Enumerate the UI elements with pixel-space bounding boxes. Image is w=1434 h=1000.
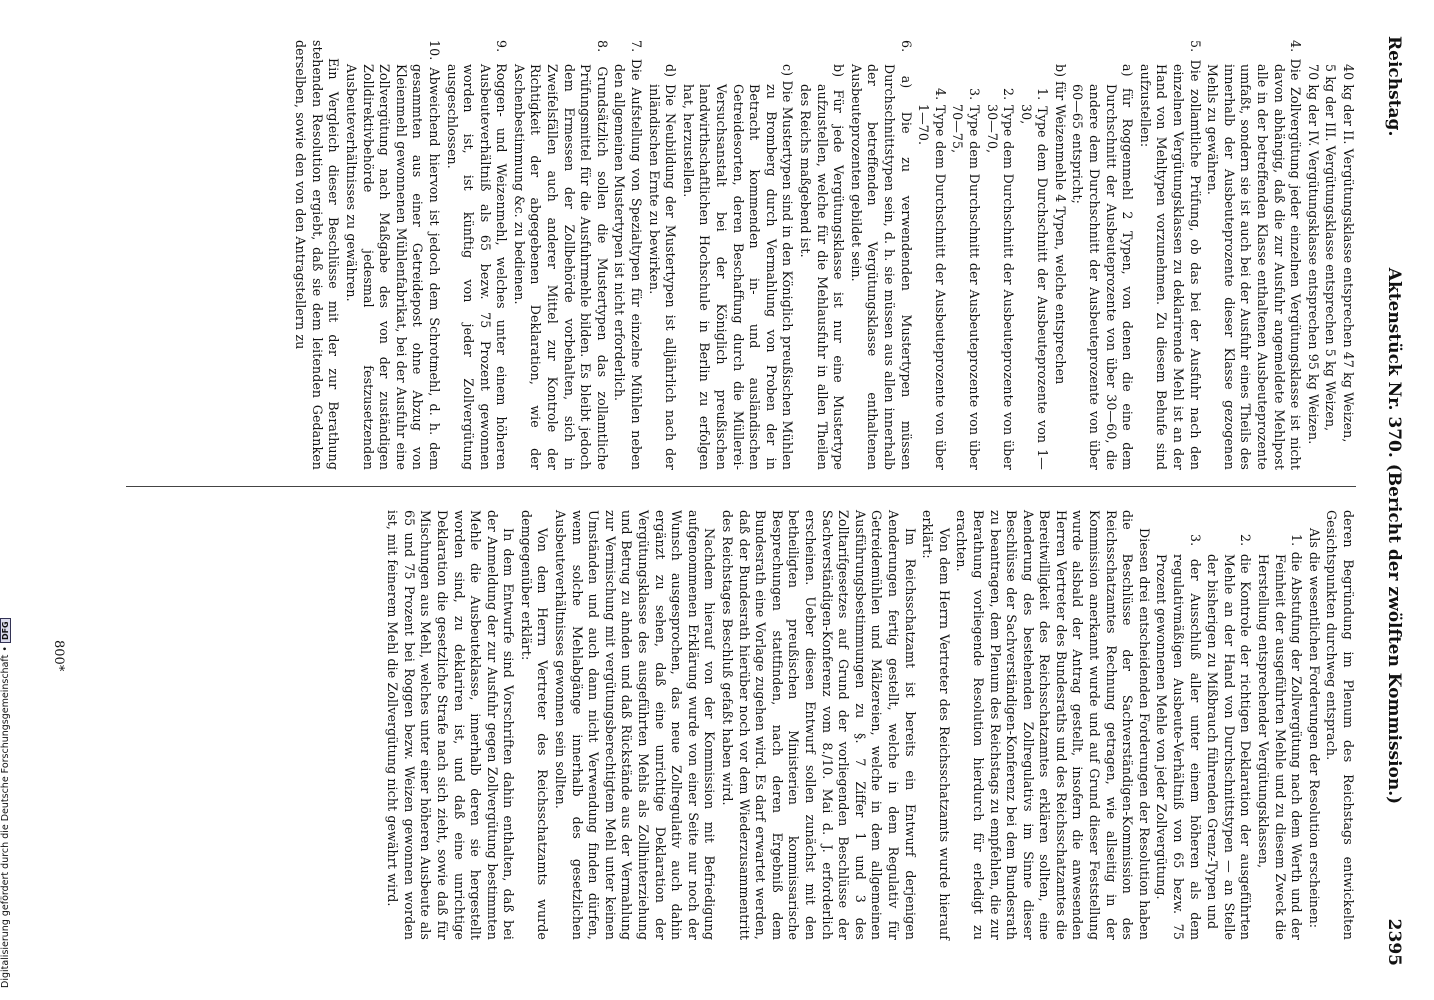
list-item: 3. der Ausschluß aller unter einem höheren als dem regulativmäßigen Ausbeute-Verhältniß von 65 bezw. 75 Prozent gewonnenen Mehle von jeder Zollvergütung. <box>1154 534 1203 940</box>
header-left: Reichstag. <box>1384 36 1404 137</box>
list-item: d) Die Neubildung der Mustertypen ist alljährlich nach der inländischen Ernte zu bewirken. <box>646 64 679 470</box>
paragraph: 70 kg der IV. Vergütungsklasse entsprechen 95 kg Weizen. <box>1305 64 1321 445</box>
list-item: 9. Roggen- und Weizenmehl, welches unter einem höheren Ausbeuteverhältniß als 65 bezw. 75 Prozent gewonnen worden ist, ist künftig von jeder Zollvergütung ausgeschlossen. <box>444 40 510 470</box>
list-item: 4. Die Zollvergütung jeder einzelnen Vergütungsklasse ist nicht davon abhängig, daß die zur Ausfuhr angemeldete Mehlpost alle in der betreffenden Klasse enthaltenen Ausbeuteprozente umfaßt, sondern sie ist auch bei der Ausfuhr eines Theils des innerhalb der Ausbeuteprozente dieser Klasse gezogenen Mehls zu gewähren. <box>1205 40 1304 470</box>
list-item: 1. die Abstufung der Zollvergütung nach dem Werth und der Feinheit der ausgeführten Mehle und zu diesem Zweck die Herstellung entsprechender Vergütungsklassen, <box>1256 534 1305 940</box>
list-item: 3. Type dem Durchschnitt der Ausbeuteprozente von über 70—75, <box>950 88 982 470</box>
left-column <box>291 40 1356 470</box>
paragraph: 5 kg der III. Vergütungsklasse entsprechen 5 kg Weizen, <box>1323 64 1339 432</box>
paragraph: deren Begründung im Plenum des Reichstags entwickelten Gesichtspunkten durchweg entsprach. <box>1324 510 1356 940</box>
sheet-signature: 800* <box>51 640 66 672</box>
paragraph: Ein Vergleich dieser Beschlüsse mit der zur Berathung stehenden Resolution ergiebt, daß sie dem leitenden Gedanken derselben, sowie den von den Antragstellern zu <box>293 40 342 470</box>
list-item: 7. Die Aufstellung von Spezialtypen für einzelne Mühlen neben den allgemeinen Mustertypen ist nicht erforderlich. <box>612 40 645 470</box>
right-column <box>383 510 1356 940</box>
list-item: 2. Type dem Durchschnitt der Ausbeuteprozente von über 30—70, <box>984 88 1017 470</box>
list-item: 8. Grundsätzlich sollen die Mustertypen das zollamtliche Prüfungsmittel für die Ausfuhrmehle bilden. Es bleibt jedoch dem Ermessen der Zollbehörde vorbehalten, sich in Zweifelsfällen auch anderer Mittel zur Kontrole der Richtigkeit der abgegebenen Deklaration, wie der Aschenbestimmung &c. zu bedienen. <box>511 40 610 470</box>
paragraph: Nachdem hierauf von der Kommission mit Befriedigung aufgenommenen Erklärung wurde von einer Seite nur noch der Wunsch ausgesprochen, das neue Zollregulativ auch dahin ergänzt zu sehen, daß eine unrichtige Deklaration der Vergütungsklasse des ausgeführten Mehls als Zollhinterziehung und Betrug zu ahnden und daß Rückstände aus der Vermahlung zur Vermischung mit vergütungsberechtigtem Mehl unter keinen Umständen und auch dann nicht Verwendung finden dürfen, wenn solche Mehlabgänge innerhalb des gesetzlichen Ausbeuteverhältnisses gewonnen sein sollten. <box>553 510 718 940</box>
dfg-logo: DFG <box>0 618 11 643</box>
header-title: Aktenstück Nr. 370. (Bericht der zwölften Kommission.) <box>1384 267 1404 805</box>
list-item: 5. Die zollamtliche Prüfung, ob das bei der Ausfuhr nach den einzelnen Vergütungsklassen zu deklarirende Mehl ist an der Hand von Mehltypen vorzunehmen. Zu diesem Behufe sind aufzustellen: <box>1137 40 1203 470</box>
paragraph: Diesen drei entscheidenden Forderungen der Resolution haben die Beschlüsse der Sachverständigen-Kommission des Reichsschatzamtes Rechnung getragen, wie allseitig in der Kommission anerkannt wurde und auf Grund dieser Feststellung wurde alsbald der Antrag gestellt, insofern die anwesenden Herren Vertreter des Bundesraths und des Reichsschatzamtes die Bereitwilligkeit des Reichsschatzamtes erklären sollten, eine Aenderung des bestehenden Zollregulativs im Sinne dieser Beschlüsse der Sachverständigen-Konferenz bei dem Bundesrath zu beantragen, dem Plenum des Reichstags zu empfehlen, die zur Berathung vorliegende Resolution hierdurch für erledigt zu erachten. <box>954 510 1152 940</box>
list-item: 2. die Kontrole der richtigen Deklaration der ausgeführten Mehle an der Hand von Durchschnittstypen — an Stelle der bisherigen zu Mißbrauch führenden Grenz-Typen und <box>1205 534 1254 940</box>
column-divider <box>126 486 1356 487</box>
paragraph: Von dem Herrn Vertreter des Reichsschatzamts wurde demgegenüber erklärt: <box>518 510 551 940</box>
list-item: c) Die Mustertypen sind in den Königlich preußischen Mühlen zu Bromberg durch Vermahlung von Proben der in Betracht kommenden in- und ausländischen Getreidesorten, deren Beschaffung durch die Müllerei-Versuchsanstalt bei der Königlich preußischen landwirthschaftlichen Hochschule in Berlin zu erfolgen hat, herzustellen. <box>680 64 796 470</box>
list-item: a) für Roggenmehl 2 Typen, von denen die eine dem Durchschnitt der Ausbeuteprozente von über 30—60, die andere dem Durchschnitt der Ausbeuteprozente von über 60—65 entspricht; <box>1070 64 1136 470</box>
list-item: b) für Weizenmehle 4 Typen, welche entsprechen <box>1052 64 1068 385</box>
list-item: 4. Type dem Durchschnitt der Ausbeuteprozente von über 1—70. <box>916 88 948 470</box>
list-item: 6. a) Die zu verwendenden Mustertypen müssen Durchschnittstypen sein, d. h. sie müssen aus allen innerhalb der betreffenden Vergütungsklasse enthaltenen Ausbeuteprozenten gebildet sein. <box>848 40 914 470</box>
list-item: b) Für jede Vergütungsklasse ist nur eine Mustertype aufzustellen, welche für die Mehlausfuhr in allen Theilen des Reichs maßgebend ist. <box>798 64 847 470</box>
credit-text: Digitalisierung gefördert durch die Deutsche Forschungsgemeinschaft • <box>0 646 11 988</box>
page-number: 2395 <box>1384 918 1404 966</box>
paragraph: 40 kg der II. Vergütungsklasse entsprechen 47 kg Weizen, <box>1341 64 1356 443</box>
paragraph: Als die wesentlichen Forderungen der Resolution erscheinen: <box>1306 528 1322 929</box>
page-header <box>1374 36 1404 966</box>
paragraph: Von dem Herrn Vertreter des Reichsschatzamts wurde hierauf erklärt: <box>920 510 952 940</box>
list-item: 10. Abweichend hiervon ist jedoch dem Schrotmehl, d. h. dem gesammten aus einer Getreidepost ohne Abzug von Kleienmehl gewonnenen Mühlenfabrikat, bei der Ausfuhr eine Zollvergütung nach Maßgabe des von der zuständigen Zolldirektivbehörde jedesmal festzusetzenden Ausbeuteverhältnisses zu gewähren. <box>343 40 442 470</box>
list-item: 1. Type dem Durchschnitt der Ausbeuteprozente von 1—30, <box>1018 88 1051 470</box>
paragraph: Im Reichsschatzamt ist bereits ein Entwurf derjenigen Aenderungen fertig gestellt, welche in dem Regulativ für Getreidemühlen und Mälzereien, welche in dem allgemeinen Ausführungsbestimmungen zu §. 7 Ziffer 1 und 3 des Zolltarifgesetzes auf Grund der vorliegenden Beschlüsse der Sachverständigen-Konferenz vom 8./10. Mai d. J. erforderlich erscheinen. Ueber diesen Entwurf sollen zunächst mit den betheiligten preußischen Ministerien kommissarische Besprechungen stattfinden, nach deren Ergebniß dem Bundesrath eine Vorlage zugehen wird. Es darf erwartet werden, daß der Bundesrath hierüber noch vor dem Wiederzusammentritt des Reichstages Beschluß gefaßt haben wird. <box>720 510 918 940</box>
paragraph: In dem Entwurfe sind Vorschriften dahin enthalten, daß bei der Anmeldung der zur Ausfuhr gegen Zollvergütung bestimmten Mehle die Ausbeuteklasse, innerhalb deren sie hergestellt worden sind, zu deklariren ist, und daß eine unrichtige Deklaration die gesetzliche Strafe nach sich zieht, sowie daß für Mischungen aus Mehl, welches unter einer höheren Ausbeute als 65 und 75 Prozent bei Roggen bezw. Weizen gewonnen worden ist, mit feinerem Mehl die Zollvergütung nicht gewährt wird. <box>385 510 517 940</box>
